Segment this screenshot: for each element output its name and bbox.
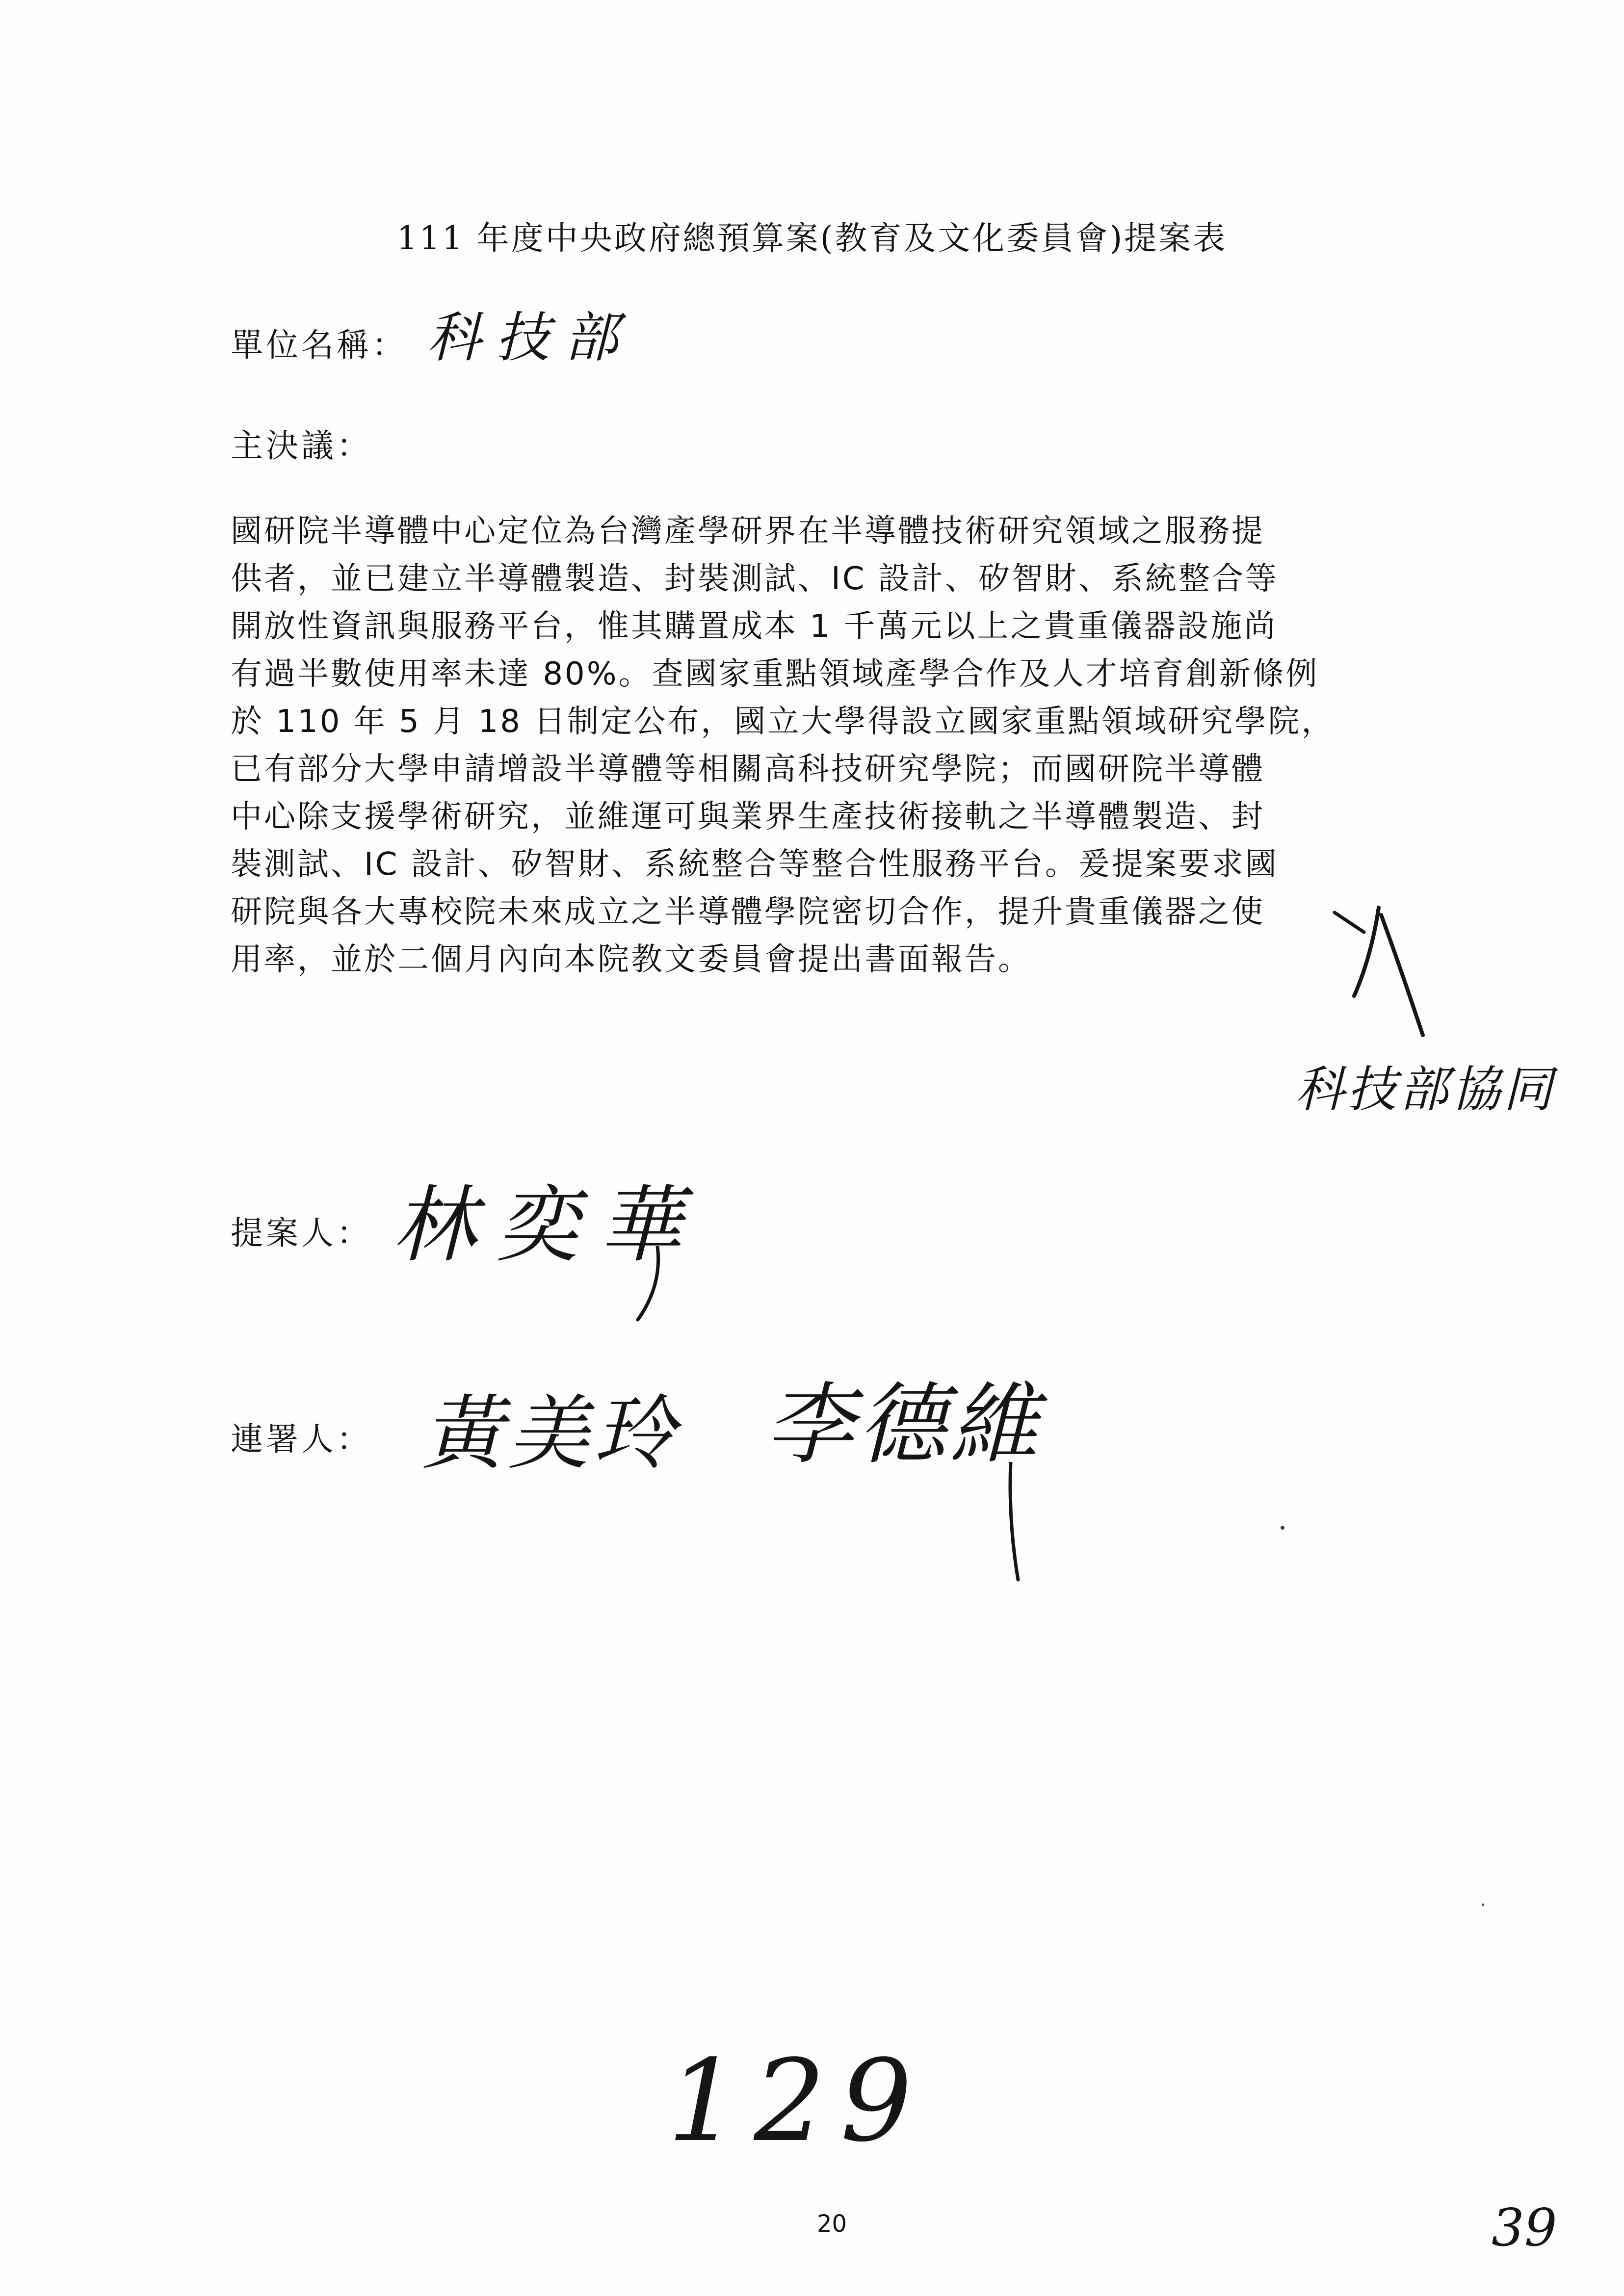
signature-stroke xyxy=(981,1462,1040,1590)
signature-stroke xyxy=(628,1246,687,1325)
body-line: 開放性資訊與服務平台，惟其購置成本 1 千萬元以上之貴重儀器設施尚 xyxy=(231,608,1278,645)
body-line: 有過半數使用率未達 80%。查國家重點領域產學合作及人才培育創新條例 xyxy=(231,656,1319,692)
corner-page-number: 39 xyxy=(1492,2198,1557,2258)
unit-handwritten: 科技部 xyxy=(427,306,633,369)
body-line: 已有部分大學申請增設半導體等相關高科技研究學院；而國研院半導體 xyxy=(231,751,1265,787)
body-line: 供者，並已建立半導體製造、封裝測試、IC 設計、矽智財、系統整合等 xyxy=(231,561,1279,597)
handwritten-page-number: 129 xyxy=(667,2036,927,2167)
insertion-caret-mark xyxy=(1325,903,1433,1050)
main-resolution-label: 主決議： xyxy=(231,427,372,465)
cosigner-signature-1: 黃美玲 xyxy=(422,1386,680,1481)
proposer-label: 提案人： xyxy=(231,1214,372,1252)
scan-speck xyxy=(1482,1904,1484,1906)
unit-label: 單位名稱： xyxy=(231,326,407,364)
resolution-body xyxy=(231,508,1433,984)
body-line: 國研院半導體中心定位為台灣產學研界在半導體技術研究領域之服務提 xyxy=(231,513,1265,549)
proposer-signature: 林奕華 xyxy=(393,1177,702,1274)
body-line: 裝測試、IC 設計、矽智財、系統整合等整合性服務平台。爰提案要求國 xyxy=(231,846,1279,883)
scan-speck xyxy=(1281,1526,1284,1530)
document-title: 111 年度中央政府總預算案(教育及文化委員會)提案表 xyxy=(396,219,1228,257)
body-line: 研院與各大專校院未來成立之半導體學院密切合作，提升貴重儀器之使 xyxy=(231,894,1265,930)
printed-page-number: 20 xyxy=(817,2210,847,2238)
cosigner-label: 連署人： xyxy=(231,1420,372,1458)
cosigner-signature-2: 李德維 xyxy=(765,1374,1043,1476)
margin-note: 科技部協同 xyxy=(1295,1061,1555,1118)
body-line: 中心除支援學術研究，並維運可與業界生產技術接軌之半導體製造、封 xyxy=(231,799,1265,835)
body-line: 用率，並於二個月內向本院教文委員會提出書面報告。 xyxy=(231,941,1031,978)
body-line: 於 110 年 5 月 18 日制定公布，國立大學得設立國家重點領域研究學院， xyxy=(231,704,1335,740)
